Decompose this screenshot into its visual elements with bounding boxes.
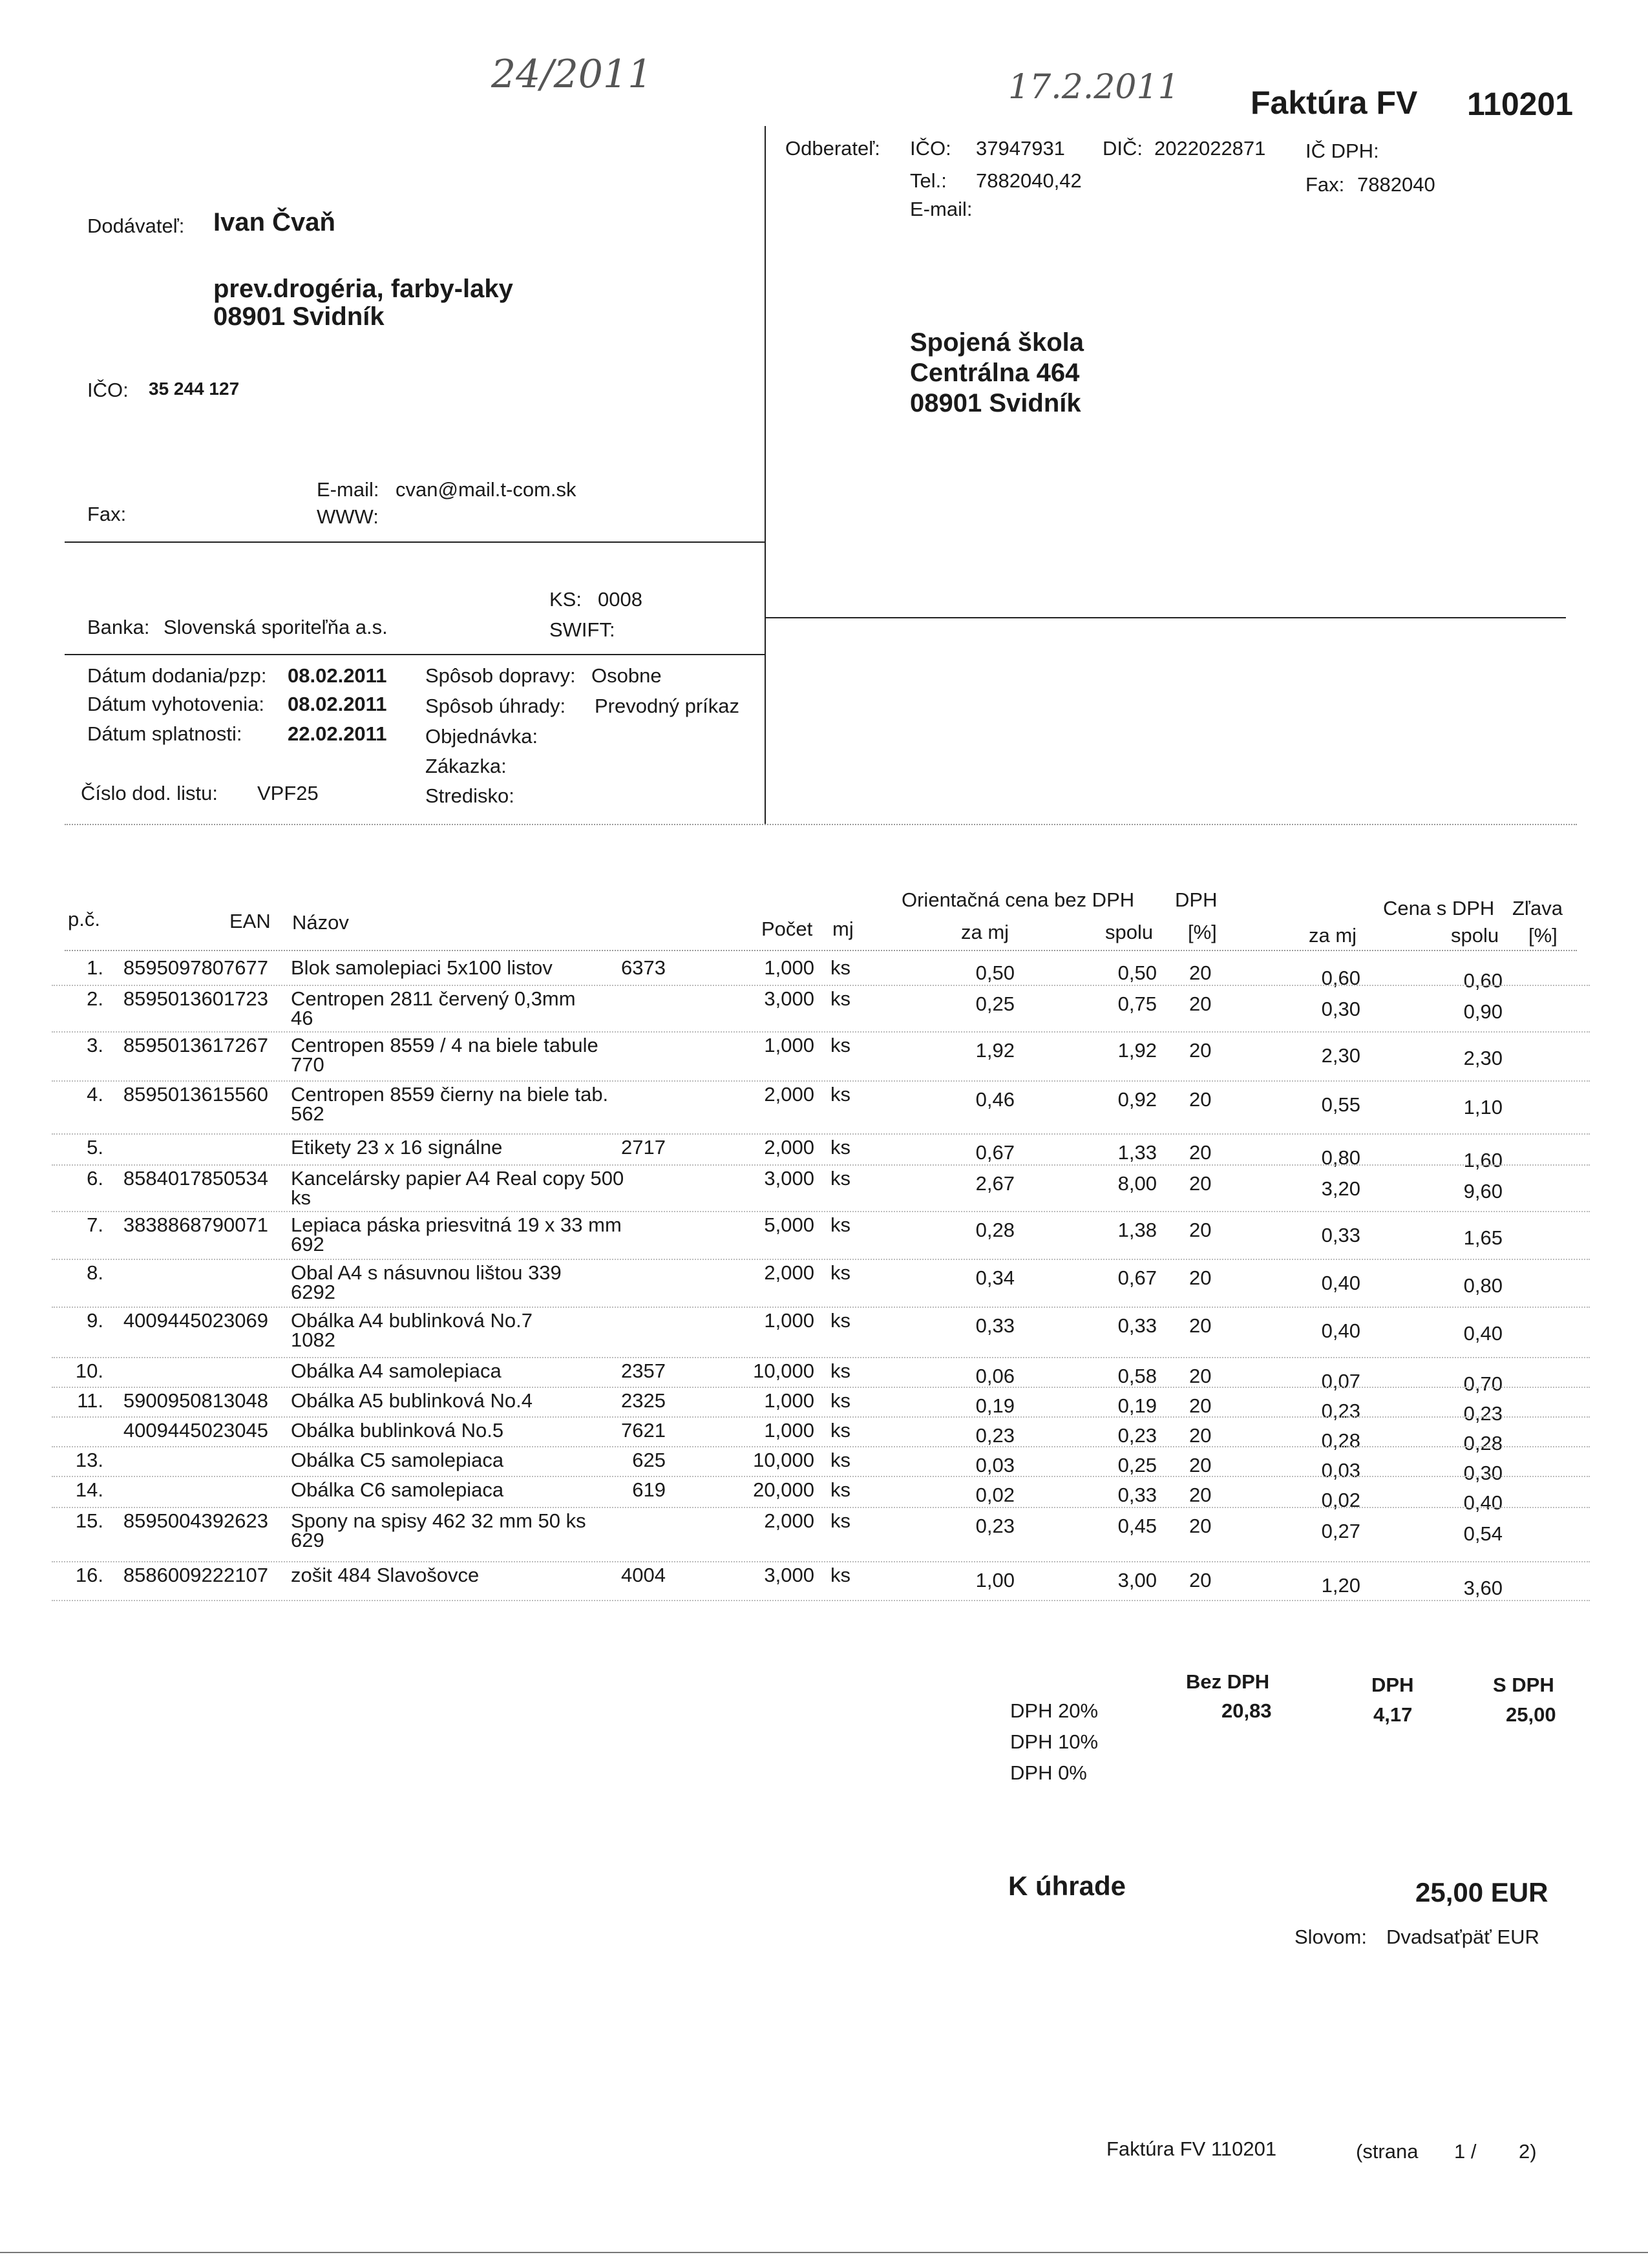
item-unit: ks <box>830 1509 850 1532</box>
item-unit-price-vat: 0,40 <box>1321 1272 1360 1294</box>
item-unit-price-vat: 0,40 <box>1321 1319 1360 1342</box>
item-unit-price: 2,67 <box>975 1172 1015 1195</box>
item-unit-price: 0,06 <box>975 1365 1015 1387</box>
item-unit-price-vat: 0,55 <box>1321 1093 1360 1116</box>
customer-dic-label: DIČ: <box>1103 137 1143 160</box>
customer-ico-label: IČO: <box>910 137 951 160</box>
item-total-vat: 9,60 <box>1463 1180 1503 1202</box>
issue-date-label: Dátum vyhotovenia: <box>87 693 264 715</box>
row-separator <box>52 1446 1590 1447</box>
summary-dph20-label: DPH 20% <box>1010 1699 1099 1722</box>
item-qty: 1,000 <box>764 1309 814 1332</box>
table-row <box>0 1213 1648 1265</box>
item-qty: 1,000 <box>764 1419 814 1442</box>
customer-fax-label: Fax: <box>1305 173 1345 196</box>
item-unit-price-vat: 0,27 <box>1321 1520 1360 1542</box>
item-unit-price: 0,23 <box>975 1424 1015 1447</box>
summary-col-vat: DPH <box>1371 1674 1414 1696</box>
item-qty: 2,000 <box>764 1509 814 1532</box>
item-vat-pct: 20 <box>1189 992 1212 1015</box>
item-name: Spony na spisy 462 32 mm 50 ks <box>291 1509 586 1532</box>
item-qty: 3,000 <box>764 987 814 1010</box>
footer-page-label: (strana <box>1356 2140 1419 2163</box>
item-name: Centropen 8559 čierny na biele tab. <box>291 1083 609 1106</box>
item-code: 6373 <box>621 956 666 979</box>
row-separator <box>52 1031 1590 1033</box>
row-separator <box>52 1133 1590 1135</box>
item-ean: 5900950813048 <box>123 1389 268 1412</box>
item-code: 2357 <box>621 1360 666 1382</box>
row-separator <box>52 1357 1590 1358</box>
customer-label: Odberateľ: <box>785 137 880 160</box>
item-unit: ks <box>830 1419 850 1442</box>
item-unit: ks <box>830 1389 850 1412</box>
item-qty: 1,000 <box>764 956 814 979</box>
item-vat-pct: 20 <box>1189 961 1212 984</box>
item-unit-price-vat: 0,33 <box>1321 1224 1360 1246</box>
handwritten-note: 24/2011 <box>491 52 653 97</box>
summary-dph20-without: 20,83 <box>1221 1699 1272 1722</box>
item-number: 16. <box>75 1564 103 1586</box>
item-total-vat: 2,30 <box>1463 1047 1503 1069</box>
supplier-name: Ivan Čvaň <box>213 208 335 236</box>
item-total-vat: 0,60 <box>1463 969 1503 992</box>
supplier-label: Dodávateľ: <box>87 215 185 237</box>
header-total-vat: spolu <box>1451 924 1499 947</box>
customer-separator <box>765 617 1566 618</box>
header-name: Názov <box>292 911 349 934</box>
delivery-date-label: Dátum dodania/pzp: <box>87 664 267 687</box>
item-name: Obálka C6 samolepiaca <box>291 1478 504 1501</box>
item-total: 0,23 <box>1117 1424 1157 1447</box>
item-unit: ks <box>830 1167 850 1190</box>
row-separator <box>52 1259 1590 1260</box>
table-row <box>0 1034 1648 1086</box>
item-total: 0,25 <box>1117 1454 1157 1476</box>
item-ean: 8595013615560 <box>123 1083 268 1106</box>
delivery-note: VPF25 <box>257 782 319 804</box>
bank-label: Banka: <box>87 616 150 638</box>
item-total-vat: 0,80 <box>1463 1274 1503 1297</box>
order-label: Objednávka: <box>425 725 538 748</box>
ks-label: KS: <box>549 588 582 611</box>
item-ean: 8595013601723 <box>123 987 268 1010</box>
item-unit-price: 0,34 <box>975 1266 1015 1289</box>
item-name-continued: 562 <box>291 1102 324 1125</box>
item-number: 14. <box>75 1478 103 1501</box>
table-row <box>0 1083 1648 1135</box>
header-unit-price: za mj <box>961 921 1009 943</box>
item-qty: 2,000 <box>764 1136 814 1159</box>
item-name-continued: 770 <box>291 1053 324 1076</box>
item-total-vat: 0,54 <box>1463 1522 1503 1545</box>
invoice-number: 110201 <box>1467 86 1574 122</box>
header-total: spolu <box>1105 921 1154 943</box>
item-name-continued: 1082 <box>291 1328 335 1351</box>
item-unit-price-vat: 0,02 <box>1321 1489 1360 1511</box>
item-number: 13. <box>75 1449 103 1471</box>
item-ean: 8595097807677 <box>123 956 268 979</box>
item-unit-price-vat: 0,07 <box>1321 1370 1360 1392</box>
customer-name: Spojená škola <box>910 328 1084 357</box>
item-number: 11. <box>77 1389 103 1412</box>
item-ean: 3838868790071 <box>123 1213 268 1236</box>
item-unit: ks <box>830 1309 850 1332</box>
item-name: Centropen 8559 / 4 na biele tabule <box>291 1034 598 1056</box>
row-separator <box>52 1307 1590 1308</box>
supplier-email-label: E-mail: <box>317 478 379 501</box>
item-number: 2. <box>87 987 103 1010</box>
amount-words-label: Slovom: <box>1294 1926 1367 1948</box>
item-number: 4. <box>87 1083 103 1106</box>
item-unit: ks <box>830 987 850 1010</box>
item-total-vat: 3,60 <box>1463 1577 1503 1599</box>
item-vat-pct: 20 <box>1189 1569 1212 1591</box>
supplier-email: cvan@mail.t-com.sk <box>396 478 576 501</box>
item-code: 4004 <box>621 1564 666 1586</box>
item-total-vat: 1,60 <box>1463 1149 1503 1171</box>
payment-value: Prevodný príkaz <box>595 695 739 717</box>
item-vat-pct: 20 <box>1189 1454 1212 1476</box>
item-total: 0,19 <box>1117 1394 1157 1417</box>
issue-date: 08.02.2011 <box>288 693 387 715</box>
item-unit-price-vat: 0,60 <box>1321 967 1360 989</box>
supplier-line1: prev.drogéria, farby-laky <box>213 275 513 303</box>
item-total: 0,33 <box>1117 1314 1157 1337</box>
customer-fax: 7882040 <box>1357 173 1435 196</box>
item-unit: ks <box>830 1564 850 1586</box>
item-total-vat: 0,90 <box>1463 1000 1503 1023</box>
row-separator <box>52 1507 1590 1508</box>
item-total: 0,75 <box>1117 992 1157 1015</box>
item-total: 1,38 <box>1117 1219 1157 1241</box>
item-number: 10. <box>75 1360 103 1382</box>
summary-dph20-vat: 4,17 <box>1373 1703 1413 1726</box>
item-ean: 8586009222107 <box>123 1564 268 1586</box>
item-number: 15. <box>75 1509 103 1532</box>
customer-tel: 7882040,42 <box>976 169 1082 192</box>
item-unit-price: 0,03 <box>975 1454 1015 1476</box>
item-qty: 3,000 <box>764 1564 814 1586</box>
item-unit-price-vat: 0,28 <box>1321 1429 1360 1452</box>
item-ean: 4009445023069 <box>123 1309 268 1332</box>
amount-due: 25,00 EUR <box>1415 1877 1548 1907</box>
item-name: Etikety 23 x 16 signálne <box>291 1136 503 1159</box>
supplier-line2: 08901 Svidník <box>213 302 385 331</box>
header-divider <box>765 126 766 824</box>
due-date: 22.02.2011 <box>288 722 387 745</box>
header-separator <box>65 950 1577 951</box>
item-unit-price: 1,00 <box>975 1569 1015 1591</box>
item-code: 2717 <box>621 1136 666 1159</box>
footer-document: Faktúra FV 110201 <box>1106 2137 1277 2160</box>
item-unit-price-vat: 1,20 <box>1321 1574 1360 1597</box>
item-total-vat: 0,23 <box>1463 1402 1503 1425</box>
item-total: 0,58 <box>1117 1365 1157 1387</box>
item-unit-price-vat: 0,80 <box>1321 1146 1360 1169</box>
header-unit: mj <box>832 918 854 940</box>
item-name: Obálka A4 samolepiaca <box>291 1360 502 1382</box>
item-number: 5. <box>87 1136 103 1159</box>
item-name: Obálka bublinková No.5 <box>291 1419 504 1442</box>
item-name: Kancelársky papier A4 Real copy 500 <box>291 1167 624 1190</box>
bank-separator <box>65 654 765 655</box>
item-unit-price-vat: 0,03 <box>1321 1459 1360 1482</box>
amount-words: Dvadsaťpäť EUR <box>1386 1926 1539 1948</box>
amount-due-label: K úhrade <box>1008 1871 1126 1901</box>
header-vat-pct: [%] <box>1188 921 1217 943</box>
ks-value: 0008 <box>598 588 642 611</box>
item-number: 9. <box>87 1309 103 1332</box>
item-vat-pct: 20 <box>1189 1039 1212 1062</box>
item-unit-price-vat: 0,30 <box>1321 998 1360 1020</box>
summary-col-with-vat: S DPH <box>1493 1674 1554 1696</box>
item-vat-pct: 20 <box>1189 1515 1212 1537</box>
item-qty: 10,000 <box>753 1360 814 1382</box>
item-qty: 1,000 <box>764 1034 814 1056</box>
header-price-group: Orientačná cena bez DPH <box>902 888 1135 911</box>
item-vat-pct: 20 <box>1189 1088 1212 1111</box>
item-qty: 5,000 <box>764 1213 814 1236</box>
payment-label: Spôsob úhrady: <box>425 695 566 717</box>
supplier-fax-label: Fax: <box>87 503 127 525</box>
item-unit-price: 1,92 <box>975 1039 1015 1062</box>
item-name-continued: 629 <box>291 1529 324 1551</box>
item-unit-price: 0,19 <box>975 1394 1015 1417</box>
supplier-separator <box>65 541 765 543</box>
item-unit-price: 0,50 <box>975 961 1015 984</box>
header-qty: Počet <box>761 918 813 940</box>
item-unit: ks <box>830 1136 850 1159</box>
item-total: 0,45 <box>1117 1515 1157 1537</box>
item-total: 0,33 <box>1117 1484 1157 1506</box>
item-name-continued: 6292 <box>291 1281 335 1303</box>
item-vat-pct: 20 <box>1189 1314 1212 1337</box>
item-total-vat: 0,70 <box>1463 1372 1503 1395</box>
supplier-ico-label: IČO: <box>87 379 129 401</box>
item-name: Obálka C5 samolepiaca <box>291 1449 504 1471</box>
item-total-vat: 0,40 <box>1463 1322 1503 1345</box>
item-total: 0,92 <box>1117 1088 1157 1111</box>
item-vat-pct: 20 <box>1189 1172 1212 1195</box>
header-price-vat-group: Cena s DPH <box>1383 897 1495 919</box>
footer-pages: 2) <box>1519 2140 1537 2163</box>
item-unit-price: 0,28 <box>975 1219 1015 1241</box>
table-row <box>0 1309 1648 1361</box>
item-total-vat: 1,65 <box>1463 1226 1503 1249</box>
item-name-continued: 46 <box>291 1007 313 1029</box>
item-number: 1. <box>87 956 103 979</box>
item-unit-price: 0,02 <box>975 1484 1015 1506</box>
item-total: 8,00 <box>1117 1172 1157 1195</box>
item-code: 7621 <box>621 1419 666 1442</box>
item-qty: 2,000 <box>764 1083 814 1106</box>
item-name: Obálka A4 bublinková No.7 <box>291 1309 533 1332</box>
transport-value: Osobne <box>591 664 662 687</box>
header-unit-price-vat: za mj <box>1309 924 1357 947</box>
item-number: 3. <box>87 1034 103 1056</box>
item-name: Blok samolepiaci 5x100 listov <box>291 956 553 979</box>
item-code: 619 <box>632 1478 666 1501</box>
item-name: zošit 484 Slavošovce <box>291 1564 480 1586</box>
footer-page: 1 / <box>1454 2140 1477 2163</box>
item-unit-price: 0,25 <box>975 992 1015 1015</box>
swift-label: SWIFT: <box>549 618 615 641</box>
item-total: 3,00 <box>1117 1569 1157 1591</box>
item-unit-price: 0,67 <box>975 1141 1015 1164</box>
item-unit-price: 0,33 <box>975 1314 1015 1337</box>
item-ean: 8595013617267 <box>123 1034 268 1056</box>
item-ean: 4009445023045 <box>123 1419 268 1442</box>
contract-label: Zákazka: <box>425 755 507 777</box>
header-discount-pct: [%] <box>1528 924 1558 947</box>
item-unit-price: 0,23 <box>975 1515 1015 1537</box>
bank-name: Slovenská sporiteľňa a.s. <box>164 616 388 638</box>
customer-street: Centrálna 464 <box>910 359 1080 387</box>
item-name: Lepiaca páska priesvitná 19 x 33 mm <box>291 1213 622 1236</box>
row-separator <box>52 1164 1590 1166</box>
row-separator <box>52 1080 1590 1082</box>
supplier-www-label: WWW: <box>317 505 379 528</box>
item-unit: ks <box>830 956 850 979</box>
dates-separator <box>65 824 1577 825</box>
item-vat-pct: 20 <box>1189 1394 1212 1417</box>
item-name: Obal A4 s násuvnou lištou 339 <box>291 1261 562 1284</box>
item-name-continued: 692 <box>291 1233 324 1255</box>
item-unit: ks <box>830 1213 850 1236</box>
summary-dph0-label: DPH 0% <box>1010 1761 1087 1784</box>
transport-label: Spôsob dopravy: <box>425 664 576 687</box>
item-unit-price-vat: 0,23 <box>1321 1400 1360 1422</box>
item-total: 0,67 <box>1117 1266 1157 1289</box>
item-unit-price: 0,46 <box>975 1088 1015 1111</box>
row-separator <box>52 985 1590 986</box>
table-row <box>0 1564 1648 1615</box>
delivery-date: 08.02.2011 <box>288 664 387 687</box>
item-unit-price-vat: 2,30 <box>1321 1044 1360 1067</box>
item-qty: 3,000 <box>764 1167 814 1190</box>
header-vat: DPH <box>1175 888 1218 911</box>
item-qty: 20,000 <box>753 1478 814 1501</box>
item-vat-pct: 20 <box>1189 1424 1212 1447</box>
item-number: 8. <box>87 1261 103 1284</box>
item-code: 2325 <box>621 1389 666 1412</box>
item-unit: ks <box>830 1478 850 1501</box>
item-unit: ks <box>830 1449 850 1471</box>
item-total: 1,92 <box>1117 1039 1157 1062</box>
table-row <box>0 1509 1648 1561</box>
item-number: 6. <box>87 1167 103 1190</box>
item-total-vat: 0,40 <box>1463 1491 1503 1514</box>
item-ean: 8595004392623 <box>123 1509 268 1532</box>
item-vat-pct: 20 <box>1189 1141 1212 1164</box>
row-separator <box>52 1416 1590 1418</box>
item-total: 1,33 <box>1117 1141 1157 1164</box>
delivery-note-label: Číslo dod. listu: <box>81 782 218 804</box>
center-label: Stredisko: <box>425 784 514 807</box>
header-ean: EAN <box>229 910 271 932</box>
item-unit: ks <box>830 1034 850 1056</box>
item-code: 625 <box>632 1449 666 1471</box>
handwritten-date: 17.2.2011 <box>1008 68 1179 107</box>
item-total-vat: 0,30 <box>1463 1462 1503 1484</box>
item-unit-price-vat: 3,20 <box>1321 1177 1360 1200</box>
customer-icdph-label: IČ DPH: <box>1305 140 1379 162</box>
item-unit: ks <box>830 1360 850 1382</box>
item-unit: ks <box>830 1261 850 1284</box>
item-total-vat: 1,10 <box>1463 1096 1503 1118</box>
item-qty: 1,000 <box>764 1389 814 1412</box>
item-unit: ks <box>830 1083 850 1106</box>
supplier-ico: 35 244 127 <box>149 379 240 399</box>
header-pc: p.č. <box>68 908 100 930</box>
item-name: Obálka A5 bublinková No.4 <box>291 1389 533 1412</box>
table-row <box>0 1261 1648 1313</box>
row-separator <box>52 1387 1590 1388</box>
customer-tel-label: Tel.: <box>910 169 947 192</box>
customer-dic: 2022022871 <box>1154 137 1266 160</box>
item-vat-pct: 20 <box>1189 1219 1212 1241</box>
summary-dph10-label: DPH 10% <box>1010 1730 1099 1753</box>
invoice-title: Faktúra FV <box>1251 85 1418 121</box>
row-separator <box>52 1211 1590 1212</box>
header-discount: Zľava <box>1512 897 1563 919</box>
item-vat-pct: 20 <box>1189 1484 1212 1506</box>
row-separator <box>52 1476 1590 1477</box>
item-vat-pct: 20 <box>1189 1266 1212 1289</box>
summary-dph20-with: 25,00 <box>1506 1703 1556 1726</box>
customer-email-label: E-mail: <box>910 198 973 220</box>
customer-ico: 37947931 <box>976 137 1065 160</box>
item-name-continued: ks <box>291 1186 311 1209</box>
item-vat-pct: 20 <box>1189 1365 1212 1387</box>
item-name: Centropen 2811 červený 0,3mm <box>291 987 576 1010</box>
customer-city: 08901 Svidník <box>910 389 1081 417</box>
item-number: 7. <box>87 1213 103 1236</box>
item-total-vat: 0,28 <box>1463 1432 1503 1454</box>
row-separator <box>52 1561 1590 1562</box>
item-total: 0,50 <box>1117 961 1157 984</box>
page-bottom-edge <box>0 2252 1648 2253</box>
due-date-label: Dátum splatnosti: <box>87 722 242 745</box>
item-ean: 8584017850534 <box>123 1167 268 1190</box>
summary-col-without-vat: Bez DPH <box>1186 1670 1270 1693</box>
item-qty: 2,000 <box>764 1261 814 1284</box>
row-separator <box>52 1600 1590 1601</box>
item-qty: 10,000 <box>753 1449 814 1471</box>
